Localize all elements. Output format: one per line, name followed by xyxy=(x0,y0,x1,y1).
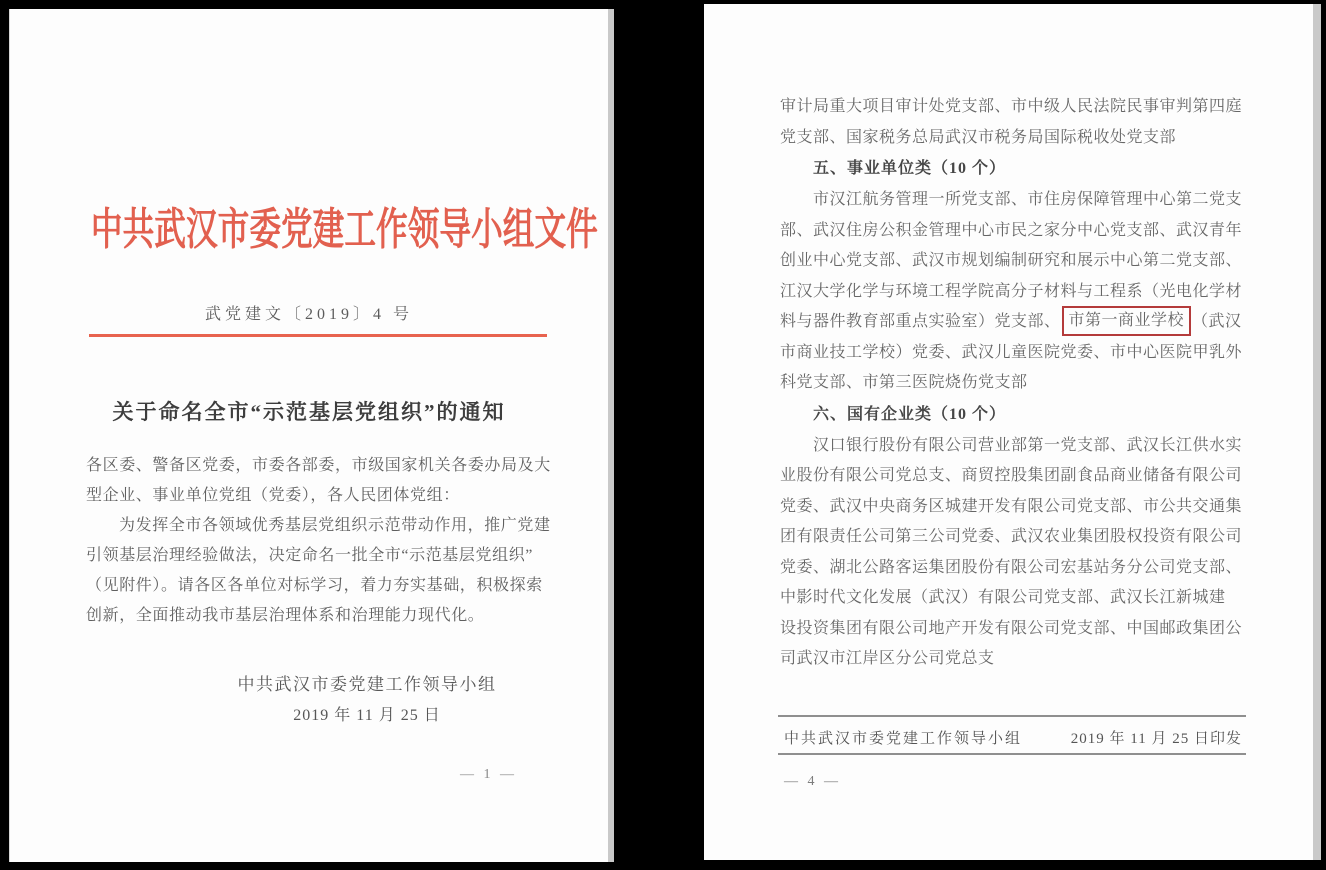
footer-rule-top xyxy=(778,715,1246,717)
footer-issuer: 中共武汉市委党建工作领导小组 xyxy=(784,731,1023,747)
section-heading-6: 六、国有企业类（10 个） xyxy=(813,405,1007,423)
body-line: 党委、武汉中央商务区城建开发有限公司党支部、市公共交通集 xyxy=(780,497,1243,515)
body-line: 创业中心党支部、武汉市规划编制研究和展示中心第二党支部、 xyxy=(780,252,1243,269)
body-line: 汉口银行股份有限公司营业部第一党支部、武汉长江供水实 xyxy=(813,436,1243,454)
body-line: 为发挥全市各领域优秀基层党组织示范带动作用，推广党建 xyxy=(119,517,551,534)
section-heading-5: 五、事业单位类（10 个） xyxy=(813,160,1007,177)
document-number: 武党建文〔2019〕4 号 xyxy=(204,306,413,323)
signature-block xyxy=(180,669,554,731)
body-line: （见附件）。请各区各单位对标学习，着力夯实基础，积极探索 xyxy=(86,577,543,594)
body-line: 党支部、国家税务总局武汉市税务局国际税收处党支部 xyxy=(780,128,1177,146)
notice-title: 关于命名全市“示范基层党组织”的通知 xyxy=(112,400,506,424)
document-page-1 xyxy=(9,9,614,862)
signature-issuer: 中共武汉市委党建工作领导小组 xyxy=(237,675,497,694)
body-line: 创新，全面推动我市基层治理体系和治理能力现代化。 xyxy=(86,607,485,624)
page-number: — 1 — xyxy=(460,767,517,782)
body-line: 业股份有限公司党总支、商贸控股集团副食品商业储备有限公司 xyxy=(780,467,1243,484)
body-line: 党委、湖北公路客运集团股份有限公司宏基站务分公司党支部、 xyxy=(780,558,1243,576)
body-line: 市汉江航务管理一所党支部、市住房保障管理中心第二党支 xyxy=(813,191,1243,208)
highlight-line-pre: 料与器件教育部重点实验室）党支部、 xyxy=(780,313,1061,330)
body-line: 市商业技工学校）党委、武汉儿童医院党委、市中心医院甲乳外 xyxy=(780,343,1243,361)
footer-rule-bottom xyxy=(778,753,1246,755)
red-divider-rule xyxy=(89,334,547,337)
body-line: 司武汉市江岸区分公司党总支 xyxy=(780,650,995,667)
body-line: 中影时代文化发展（武汉）有限公司党支部、武汉长江新城建 xyxy=(780,589,1226,606)
body-line: 部、武汉住房公积金管理中心市民之家分中心党支部、武汉青年 xyxy=(780,221,1243,239)
body-line: 团有限责任公司第三公司党委、武汉农业集团股权投资有限公司 xyxy=(780,528,1243,545)
signature-date: 2019 年 11 月 25 日 xyxy=(293,707,441,724)
body-line: 审计局重大项目审计处党支部、市中级人民法院民事审判第四庭 xyxy=(780,98,1243,115)
page-number: — 4 — xyxy=(784,774,841,789)
highlight-line-post: （武汉 xyxy=(1192,313,1242,330)
red-highlight-box: 市第一商业学校 xyxy=(1062,306,1192,336)
body-line: 设投资集团有限公司地产开发有限公司党支部、中国邮政集团公 xyxy=(780,619,1243,637)
body-line: 型企业、事业单位党组（党委），各人民团体党组： xyxy=(86,487,460,504)
body-line: 各区委、警备区党委，市委各部委，市级国家机关各委办局及大 xyxy=(86,457,551,474)
body-line: 引领基层治理经验做法，决定命名一批全市“示范基层党组织” xyxy=(86,547,534,564)
footer-row xyxy=(784,727,1242,748)
footer-print-date: 2019 年 11 月 25 日印发 xyxy=(1070,731,1242,747)
notice-body xyxy=(86,451,552,631)
body-line: 科党支部、市第三医院烧伤党支部 xyxy=(780,374,1028,391)
document-page-4 xyxy=(704,4,1321,860)
attachment-body xyxy=(780,92,1246,675)
body-line-highlighted xyxy=(780,307,1246,338)
red-letterhead-title: 中共武汉市委党建工作领导小组文件 xyxy=(90,205,598,254)
body-line: 江汉大学化学与环境工程学院高分子材料与工程系（光电化学材 xyxy=(780,282,1243,300)
